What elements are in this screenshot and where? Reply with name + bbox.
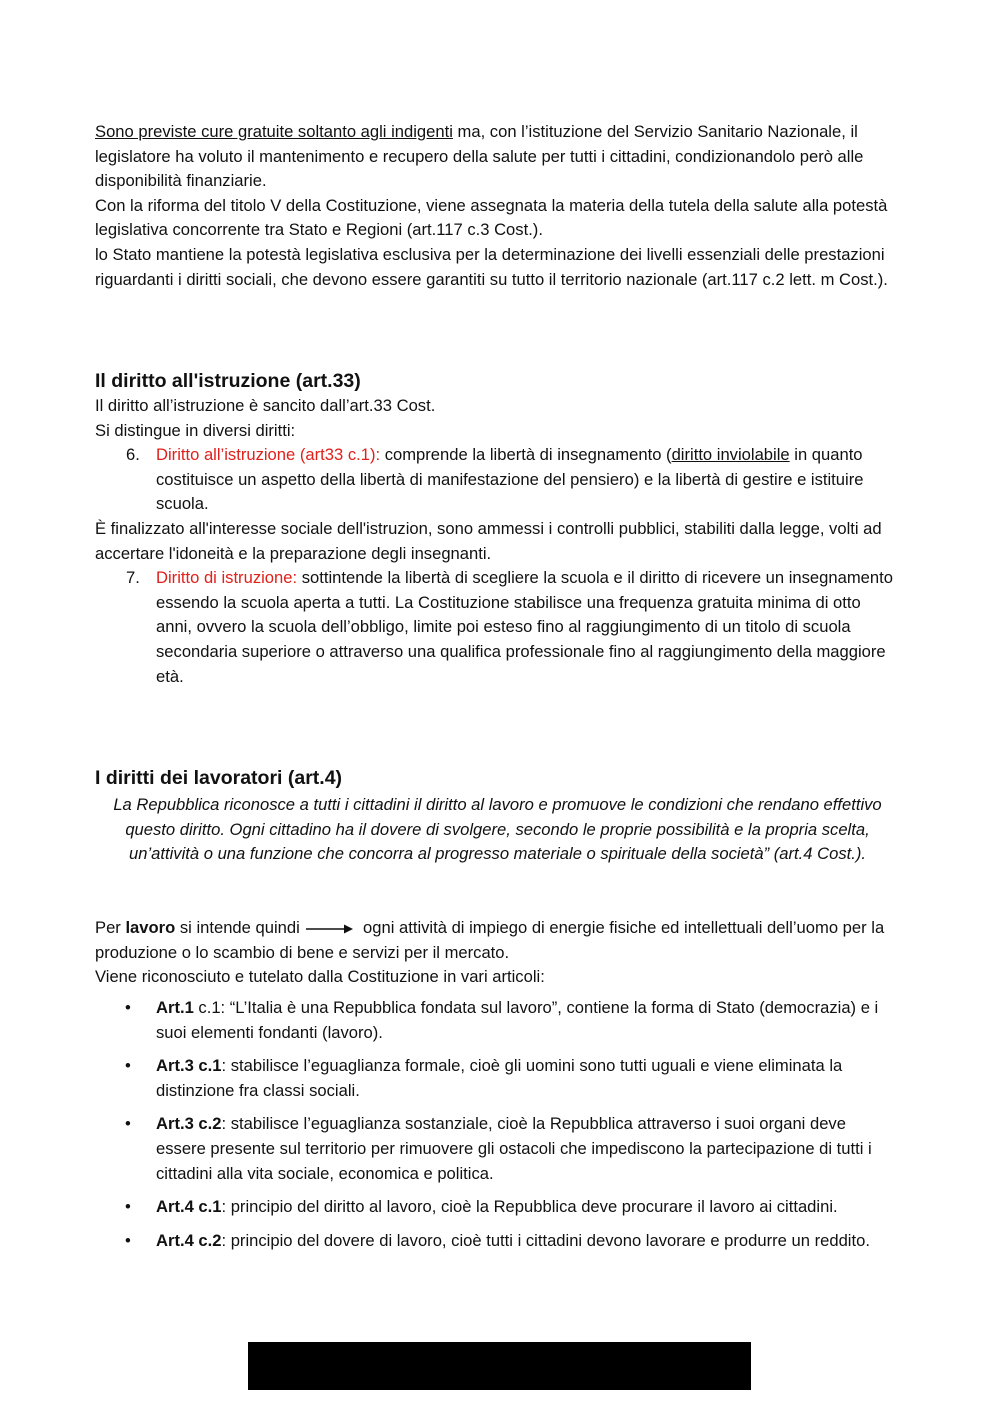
- intro-rest-text: ma, con l’istituzione del Servizio Sanitario Nazionale, il legislatore ha voluto il mantenimento e recupero della salute per tutti i cittadini, condizionandolo però alle disponibilità finanziarie.: [95, 122, 864, 191]
- article-text: : stabilisce l’eguaglianza sostanziale, cioè la Repubblica attraverso i suoi organi deve essere presente sul territorio per rimuovere gli ostacoli che impediscono la partecipazione di tutti i cittadini alla vita sociale, economica e politica.: [156, 1114, 872, 1183]
- item-text: sottintende la libertà di scegliere la scuola e il diritto di ricevere un insegnamento essendo la scuola aperta a tutti. La Costituzione stabilisce una frequenza gratuita minima di otto anni, ovvero la scuola dell’obbligo, limite poi esteso fino al raggiungimento di un titolo di scuola secondaria superiore o attraverso una qualifica professionale fino al raggiungimento della maggiore età.: [156, 568, 893, 686]
- lavoro-definition-section: [95, 916, 900, 990]
- istruzione-list-item-7: [95, 566, 900, 689]
- article-text: : principio del diritto al lavoro, cioè la Repubblica deve procurare il lavoro ai cittadini.: [221, 1197, 838, 1217]
- istruzione-list-item-6: [95, 443, 900, 517]
- bullet-icon: •: [125, 1114, 131, 1134]
- articles-intro: Viene riconosciuto e tutelato dalla Costituzione in vari articoli:: [95, 967, 545, 987]
- list-item: [95, 1054, 900, 1103]
- list-item: [95, 996, 900, 1045]
- lavoro-definition: [95, 916, 900, 965]
- article-text: c.1: “L’Italia è una Repubblica fondata sul lavoro”, contiene la forma di Stato (democrazia) e i suoi elementi fondanti (lavoro).: [156, 998, 879, 1042]
- item-label-red: Diritto all’istruzione (art33 c.1):: [156, 445, 381, 465]
- intro-section: [95, 120, 900, 292]
- def-post: ogni attività di impiego di energie fisiche ed intellettuali dell’uomo per la produzione o lo scambio di bene e servizi per il mercato.: [95, 918, 885, 962]
- def-pre: Per: [95, 918, 126, 937]
- article-ref: Art.3 c.1: [156, 1056, 222, 1076]
- istruzione-middle-paragraph: È finalizzato all'interesse sociale dell'istruzion, sono ammessi i controlli pubblici, stabiliti dalla legge, volti ad accertare l'idoneità e la preparazione degli insegnanti.: [95, 518, 882, 563]
- list-item: [95, 1229, 900, 1254]
- article-ref: Art.4 c.1: [156, 1197, 222, 1217]
- bullet-icon: •: [125, 1056, 131, 1076]
- def-bold-term: lavoro: [125, 918, 176, 937]
- bullet-icon: •: [125, 998, 131, 1017]
- intro-paragraph-1: [95, 120, 900, 194]
- article-ref: Art.4 c.2: [156, 1230, 222, 1250]
- intro-paragraph-2: Con la riforma del titolo V della Costituzione, viene assegnata la materia della tutela della salute alla potestà legislativa concorrente tra Stato e Regioni (art.117 c.3 Cost.).: [95, 195, 888, 240]
- article-ref: Art.1: [156, 998, 194, 1017]
- istruzione-section: [95, 368, 900, 689]
- list-number: 6.: [126, 445, 140, 465]
- article-text: : stabilisce l’eguaglianza formale, cioè gli uomini sono tutti uguali e viene eliminata la distinzione fra classi sociali.: [156, 1056, 843, 1100]
- article-text: : principio del dovere di lavoro, cioè tutti i cittadini devono lavorare e produrre un reddito.: [221, 1230, 870, 1250]
- istruzione-line-2: Si distingue in diversi diritti:: [95, 420, 296, 440]
- item-text-a: comprende la libertà di insegnamento (: [380, 445, 672, 465]
- articles-list-block: [95, 996, 900, 1253]
- article-ref: Art.3 c.2: [156, 1114, 222, 1134]
- arrow-right-icon: [306, 923, 354, 935]
- item-text-b: in quanto costituisce un aspetto della libertà di manifestazione del pensiero) e la libertà di gestire e istituire scuola.: [156, 445, 864, 514]
- list-number: 7.: [126, 568, 140, 588]
- lavoratori-heading: I diritti dei lavoratori (art.4): [95, 767, 343, 789]
- constitution-quote: La Repubblica riconosce a tutti i cittadini il diritto al lavoro e promuove le condizioni che rendano effettivo questo diritto. Ogni cittadino ha il dovere di svolgere, secondo le proprie possibilità e la propria scelta, un’attività o una funzione che concorra al progresso materiale o spirituale della società” (art.4 Cost.).: [113, 795, 882, 864]
- item-underlined-text: diritto inviolabile: [671, 445, 790, 465]
- def-mid: si intende quindi: [175, 918, 305, 937]
- articles-list: [95, 996, 900, 1253]
- bullet-icon: •: [125, 1197, 131, 1217]
- item-label-red: Diritto di istruzione:: [156, 568, 298, 588]
- lavoratori-heading-block: [95, 765, 900, 791]
- list-item: [95, 1112, 900, 1186]
- istruzione-line-1: Il diritto all’istruzione è sancito dall’art.33 Cost.: [95, 396, 436, 415]
- intro-underlined-text: Sono previste cure gratuite soltanto agli indigenti: [95, 122, 453, 141]
- bullet-icon: •: [125, 1230, 131, 1250]
- intro-paragraph-3: lo Stato mantiene la potestà legislativa esclusiva per la determinazione dei livelli essenziali delle prestazioni riguardanti i diritti sociali, che devono essere garantiti su tutto il territorio nazionale (art.117 c.2 lett. m Cost.).: [95, 244, 888, 289]
- list-item: [95, 1195, 900, 1220]
- istruzione-heading: Il diritto all'istruzione (art.33): [95, 370, 361, 392]
- footer-redaction-bar: [248, 1342, 751, 1390]
